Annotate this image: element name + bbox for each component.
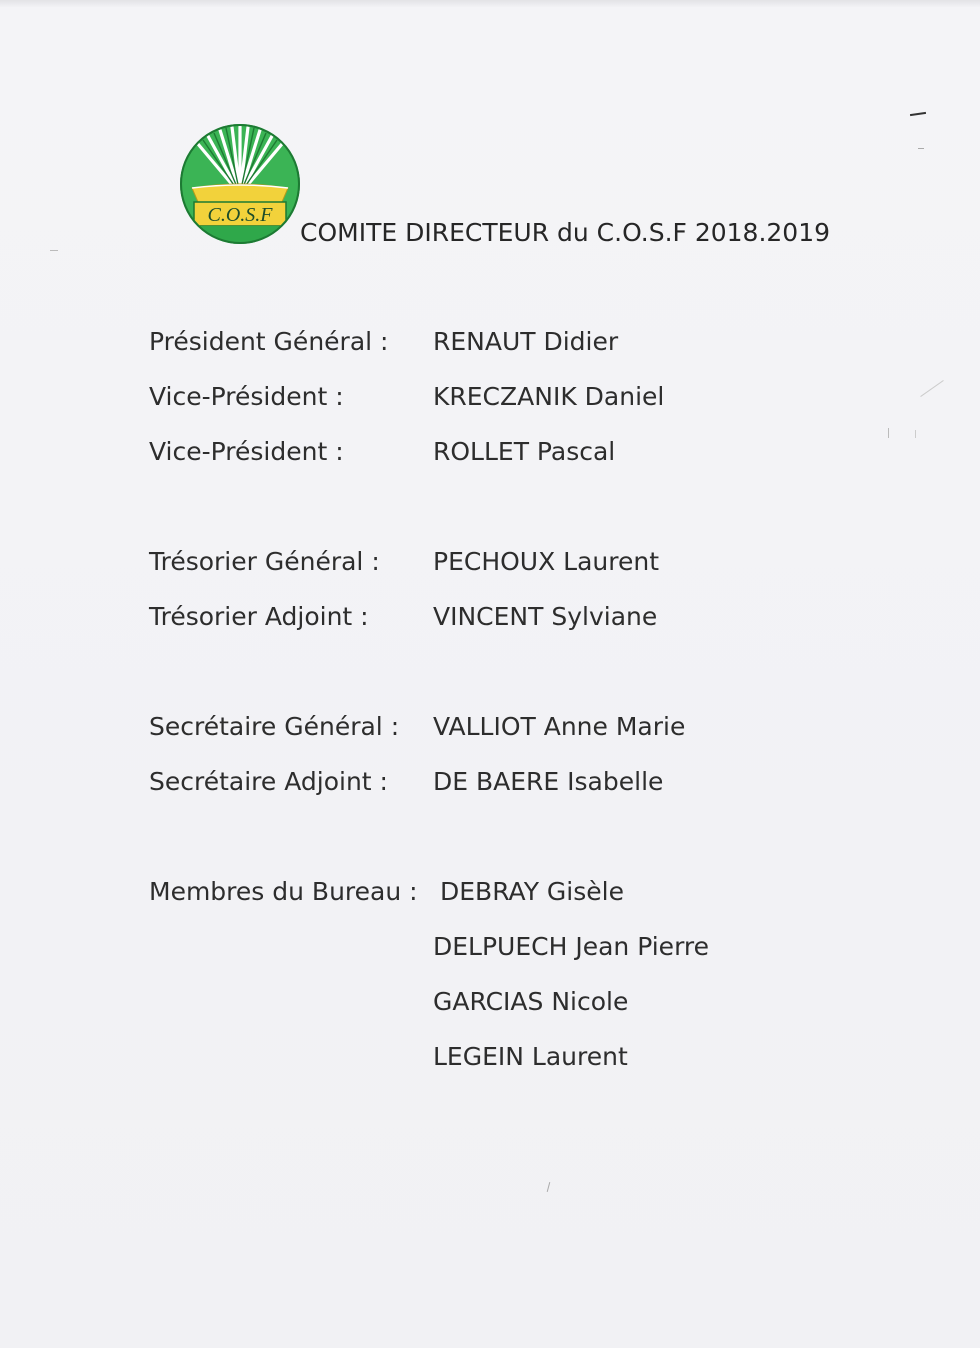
member-name: ROLLET Pascal: [433, 437, 616, 466]
member-name: DE BAERE Isabelle: [433, 767, 664, 796]
scan-speck: [888, 428, 889, 438]
scan-speck: [50, 250, 58, 251]
member-role: Secrétaire Adjoint :: [149, 767, 388, 796]
scan-speck: [915, 430, 916, 438]
member-role: Vice-Président :: [149, 437, 344, 466]
member-name: DELPUECH Jean Pierre: [433, 932, 710, 961]
member-role: Vice-Président :: [149, 382, 344, 411]
member-role: Président Général :: [149, 327, 389, 356]
scan-speck: [910, 112, 926, 116]
member-name: LEGEIN Laurent: [433, 1042, 628, 1071]
member-name: GARCIAS Nicole: [433, 987, 629, 1016]
member-role: Trésorier Général :: [149, 547, 380, 576]
cosf-logo: [178, 122, 302, 246]
member-name: RENAUT Didier: [433, 327, 619, 356]
scan-speck: [547, 1182, 551, 1192]
scan-speck: [918, 148, 924, 149]
logo-text: C.O.S.F: [207, 204, 273, 226]
member-name: VINCENT Sylviane: [433, 602, 658, 631]
scan-top-edge: [0, 0, 980, 7]
member-name: PECHOUX Laurent: [433, 547, 660, 576]
member-role: Trésorier Adjoint :: [149, 602, 369, 631]
member-role: Membres du Bureau :: [149, 877, 418, 906]
member-name: KRECZANIK Daniel: [433, 382, 665, 411]
member-name: DEBRAY Gisèle: [440, 877, 624, 906]
scan-speck: [920, 380, 944, 397]
member-name: VALLIOT Anne Marie: [433, 712, 686, 741]
member-role: Secrétaire Général :: [149, 712, 400, 741]
document-title: COMITE DIRECTEUR du C.O.S.F 2018.2019: [300, 218, 831, 247]
